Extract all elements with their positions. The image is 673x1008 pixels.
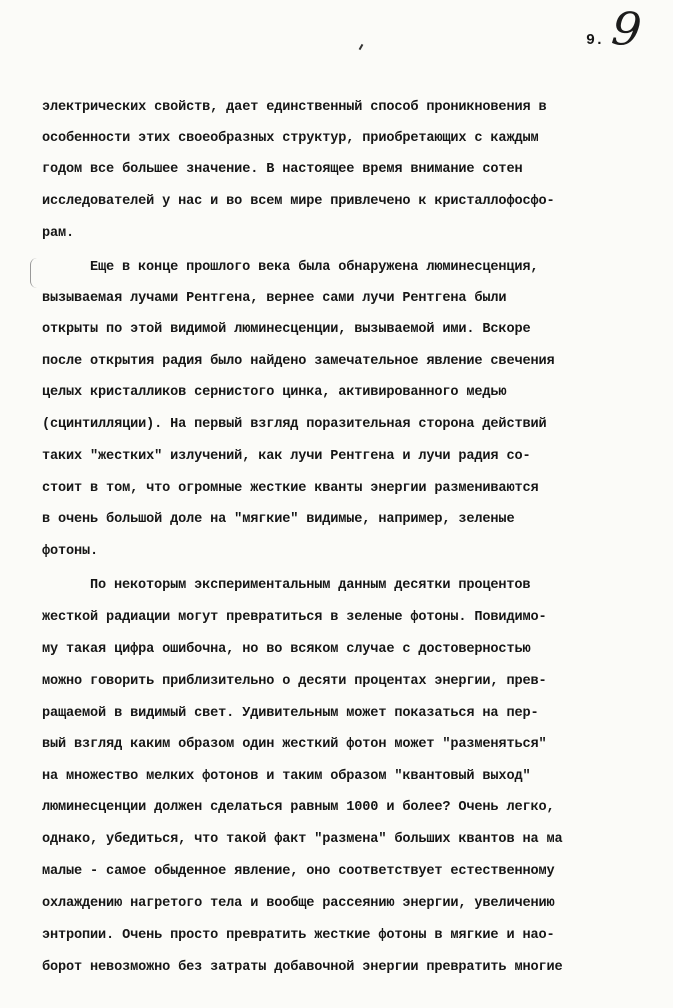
text-line: открыты по этой видимой люминесценции, вызываемой ими. Вскоре — [42, 322, 531, 337]
page-number: 9. — [586, 32, 604, 49]
text-line: малые - самое обыденное явление, оно соответствует естественному — [42, 864, 555, 879]
text-line: Еще в конце прошлого века была обнаружена люминесценция, — [90, 260, 539, 275]
text-line: жесткой радиации могут превратиться в зеленые фотоны. Повидимо- — [42, 610, 547, 625]
margin-pencil-mark — [30, 258, 37, 288]
text-line: вызываемая лучами Рентгена, вернее сами лучи Рентгена были — [42, 291, 507, 306]
text-line: фотоны. — [42, 544, 99, 559]
text-line: борот невозможно без затраты добавочной энергии превратить многие — [42, 960, 563, 975]
text-line: (сцинтилляции). На первый взгляд поразительная сторона действий — [42, 417, 547, 432]
text-line: исследователей у нас и во всем мире привлечено к кристаллофосфо- — [42, 194, 555, 209]
text-line: ращаемой в видимый свет. Удивительным может показаться на пер- — [42, 706, 539, 721]
text-line: люминесценции должен сделаться равным 1000 и более? Очень легко, — [42, 800, 555, 815]
text-line: му такая цифра ошибочна, но во всяком случае с достоверностью — [42, 642, 531, 657]
handwritten-page-number: 9 — [609, 0, 644, 58]
text-line: в очень большой доле на "мягкие" видимые, например, зеленые — [42, 512, 515, 527]
text-line: таких "жестких" излучений, как лучи Рентгена и лучи радия со- — [42, 449, 531, 464]
text-line: энтропии. Очень просто превратить жесткие фотоны в мягкие и нао- — [42, 928, 555, 943]
text-line: электрических свойств, дает единственный способ проникновения в — [42, 100, 547, 115]
text-line: стоит в том, что огромные жесткие кванты энергии размениваются — [42, 481, 539, 496]
pencil-tick-mark — [359, 44, 364, 50]
text-line: на множество мелких фотонов и таким образом "квантовый выход" — [42, 769, 531, 784]
text-line: годом все большее значение. В настоящее время внимание сотен — [42, 162, 523, 177]
text-line: вый взгляд каким образом один жесткий фотон может "разменяться" — [42, 737, 547, 752]
text-line: после открытия радия было найдено замечательное явление свечения — [42, 354, 555, 369]
text-line: особенности этих своеобразных структур, приобретающих с каждым — [42, 131, 539, 146]
text-line: однако, убедиться, что такой факт "размена" больших квантов на ма — [42, 832, 563, 847]
text-line: рам. — [42, 226, 75, 241]
text-line: можно говорить приблизительно о десяти процентах энергии, прев- — [42, 674, 547, 689]
text-line: целых кристалликов сернистого цинка, активированного медью — [42, 385, 507, 400]
text-line: охлаждению нагретого тела и вообще рассеянию энергии, увеличению — [42, 896, 555, 911]
text-line: По некоторым экспериментальным данным десятки процентов — [90, 578, 531, 593]
